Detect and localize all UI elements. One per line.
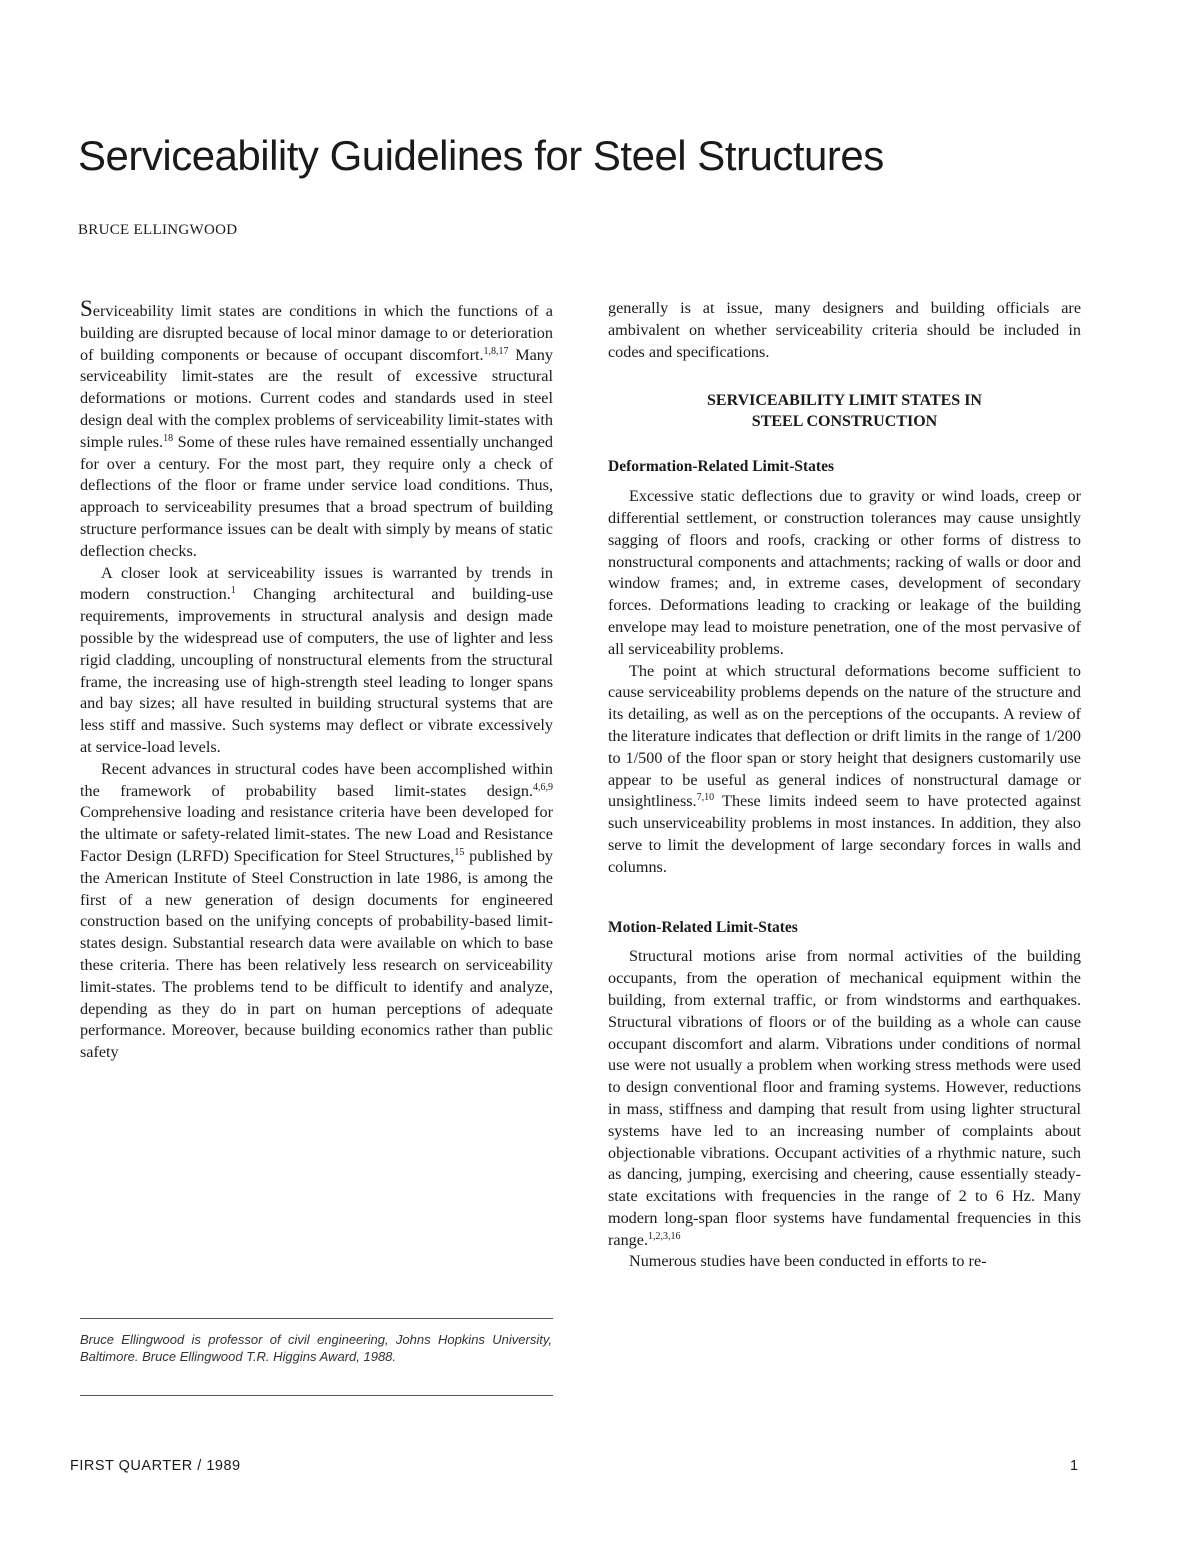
paragraph: Numerous studies have been conducted in efforts to re-	[629, 1252, 987, 1271]
section-heading-line: STEEL CONSTRUCTION	[751, 413, 938, 431]
author-footnote: Bruce Ellingwood is professor of civil engineering, Johns Hopkins University, Baltimore. Bruce Ellingwood T.R. Higgins Award, 1988.	[80, 1332, 552, 1364]
citation-ref: 1	[230, 585, 236, 597]
paragraph-text: Some of these rules have remained essentially unchanged for over a century. For the most part, they require only a check of deflections of the floor or frame under service load conditions. Thus, approach to serviceability presumes that a broad spectrum of building structure performance issues can be dealt with simply by means of static deflection checks.	[80, 432, 553, 560]
citation-ref: 1,8,17	[483, 345, 509, 357]
right-column	[608, 298, 1081, 1418]
paragraph	[608, 661, 1081, 879]
paragraph	[608, 946, 1081, 1251]
citation-ref: 18	[163, 432, 174, 444]
subheading-deformation: Deformation-Related Limit-States	[608, 458, 834, 476]
subheading-motion: Motion-Related Limit-States	[608, 918, 798, 936]
footnote-rule	[80, 1395, 553, 1396]
paragraph-text: Many serviceability limit-states are the result of excessive structural deformations or motions. Current codes and standards used in steel design deal with the complex problems of serviceability limit-states with simple rules.	[80, 345, 553, 451]
paragraph-text: Structural motions arise from normal activities of the building occupants, from the operation of mechanical equipment within the building, from external traffic, or from windstorms and earthquakes. Structural vibrations of floors or of the building as a whole can cause occupant discomfort and alarm. Vibrations under conditions of normal use were not usually a problem when working stress methods were used to design conventional floor and framing systems. However, reductions in mass, stiffness and damping that result from using lighter structural systems have led to an increasing number of complaints about objectionable vibrations. Occupant activities of a rhythmic nature, such as dancing, jumping, exercising and cheering, cause essentially steady-state excitations with frequencies in the range of 2 to 6 Hz. Many modern long-span floor systems have fundamental frequencies in this range.	[608, 947, 1081, 1249]
paragraph-text: erviceability limit states are conditions in which the functions of a building are disrupted because of local minor damage to or deterioration of building components or because of occupant discomfort.	[80, 302, 553, 364]
page-number: 1	[1070, 1458, 1079, 1474]
journal-issue: FIRST QUARTER / 1989	[70, 1458, 241, 1474]
drop-cap: S	[80, 296, 93, 321]
author-name: BRUCE ELLINGWOOD	[78, 222, 238, 238]
citation-ref: 7,10	[696, 792, 715, 804]
paragraph	[80, 759, 553, 1064]
citation-ref: 4,6,9	[533, 781, 553, 793]
footnote-rule	[80, 1318, 553, 1319]
paragraph-text: Recent advances in structural codes have been accomplished within the framework of probability based limit-states design.	[80, 759, 553, 800]
paragraph-text: These limits indeed seem to have protected against such unserviceability problems in most instances. In addition, they also serve to limit the development of large secondary forces in walls and columns.	[608, 792, 1081, 876]
article-title: Serviceability Guidelines for Steel Structures	[78, 132, 884, 179]
paragraph-text: Changing architectural and building-use requirements, improvements in structural analysis and design made possible by the widespread use of computers, the use of lighter and less rigid cladding, uncoupling of nonstructural elements from the structural frame, the increasing use of high-strength steel leading to longer spans and bay sizes; all have resulted in building structural systems that are less stiff and massive. Such systems may deflect or vibrate excessively at service-load levels.	[80, 585, 554, 756]
paragraph	[80, 563, 553, 759]
paragraph-text: published by the American Institute of Steel Construction in late 1986, is among the first of a new generation of design documents for engineered construction based on the unifying concepts of probability-based limit-states design. Substantial research data were available on which to base these criteria. There has been relatively less research on serviceability limit-states. The problems tend to be difficult to identify and analyze, depending as they do in part on human perceptions of adequate performance. Moreover, because building economics rather than public safety	[80, 846, 554, 1062]
section-heading-line: SERVICEABILITY LIMIT STATES IN	[707, 392, 982, 410]
paragraph: Excessive static deflections due to gravity or wind loads, creep or differential settlement, or construction tolerances may cause unsightly sagging of floors and roofs, cracking or other forms of distress to nonstructural components and attachments; racking of walls or door and window frames; and, in extreme cases, development of secondary forces. Deformations leading to cracking or leakage of the building envelope may lead to moisture penetration, one of the most pervasive of all serviceability problems.	[608, 487, 1081, 658]
paragraph-text: Comprehensive loading and resistance criteria have been developed for the ultimate or safety-related limit-states. The new Load and Resistance Factor Design (LRFD) Specification for Steel Structures,	[80, 803, 553, 865]
paragraph-text: The point at which structural deformations become sufficient to cause serviceability problems depends on the nature of the structure and its detailing, as well as on the perceptions of the occupants. A review of the literature indicates that deflection or drift limits in the range of 1/200 to 1/500 of the floor span or story height that designers customarily use appear to be useful as general indices of nonstructural damage or unsightliness.	[608, 661, 1081, 811]
paragraph-text: A closer look at serviceability issues is warranted by trends in modern construction.	[80, 563, 553, 604]
citation-ref: 1,2,3,16	[648, 1230, 681, 1242]
paragraph	[80, 298, 553, 563]
left-column	[80, 298, 553, 1228]
paragraph: generally is at issue, many designers and building officials are ambivalent on whether serviceability criteria should be included in codes and specifications.	[608, 299, 1081, 361]
citation-ref: 15	[454, 846, 465, 858]
section-heading	[608, 390, 1081, 432]
